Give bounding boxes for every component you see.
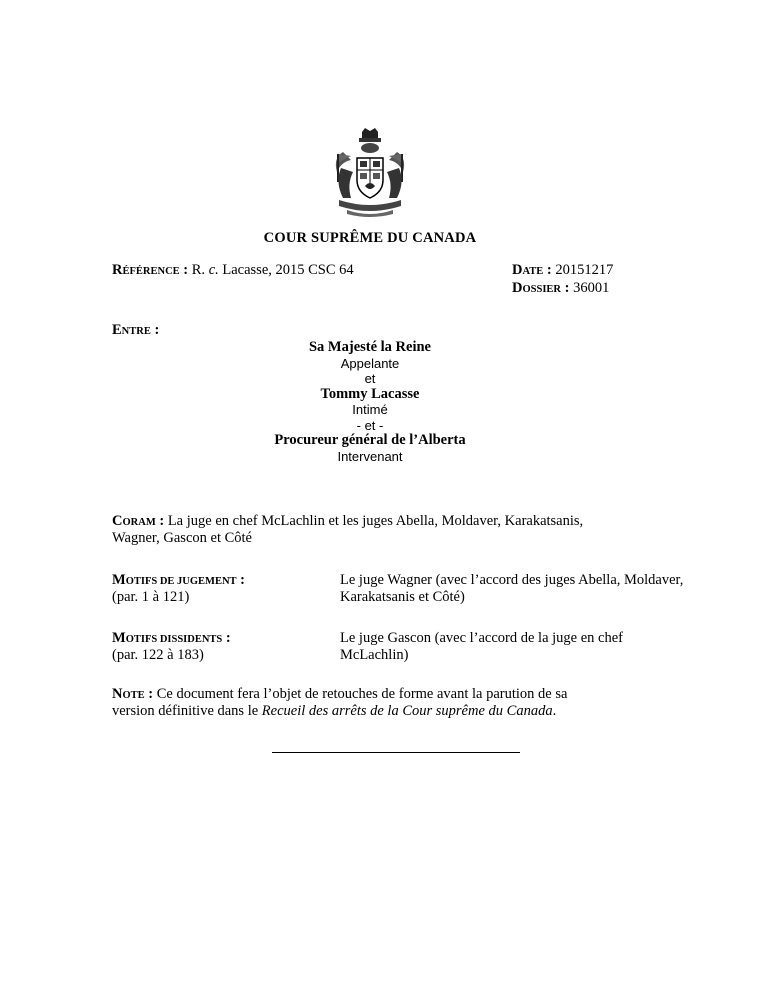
- appellant-role: Appelante: [340, 355, 400, 371]
- reasons-label-suffix: :: [236, 572, 246, 588]
- dissent-label-lead: M: [112, 630, 126, 646]
- coram-line-1: [112, 513, 583, 531]
- coram-label-suffix: :: [155, 513, 165, 529]
- date-label-suffix: :: [543, 262, 552, 278]
- and-separator-2: - et -: [356, 417, 384, 433]
- coram-label-lead: C: [112, 513, 123, 529]
- note-label-suffix: :: [144, 686, 154, 702]
- reference-label-rest: ÉFÉRENCE: [122, 266, 180, 277]
- reasons-label-rest: OTIFS DE JUGEMENT: [125, 576, 237, 587]
- between-label-suffix: :: [150, 322, 160, 338]
- reasons-paras: (par. 1 à 121): [112, 589, 190, 605]
- reasons-text-1: Le juge Wagner (avec l’accord des juges Abella, Moldaver,: [340, 572, 684, 588]
- parties-block: [200, 340, 540, 464]
- reasons-label: [112, 572, 245, 588]
- reference-line: [112, 262, 354, 280]
- recueil-title: Recueil des arrêts de la Cour suprême du Canada: [261, 703, 553, 719]
- dissent-paras: (par. 122 à 183): [112, 647, 204, 663]
- dissent-label: [112, 630, 231, 646]
- note-label-lead: N: [112, 686, 123, 702]
- docket-label: [512, 280, 569, 296]
- respondent-name: Tommy Lacasse: [320, 385, 420, 402]
- court-title: COUR SUPRÊME DU CANADA: [263, 230, 477, 246]
- reference-label: [112, 262, 188, 278]
- docket-line: [512, 280, 609, 298]
- between-label-lead: E: [112, 322, 122, 338]
- note-label-rest: OTE: [122, 690, 145, 701]
- reference-value-prefix: R.: [188, 262, 209, 278]
- appellant-name: Sa Majesté la Reine: [308, 339, 431, 355]
- intervener-role: Intervenant: [337, 448, 403, 464]
- coram-line-2: Wagner, Gascon et Côté: [112, 530, 252, 546]
- and-separator-1: et: [364, 371, 376, 386]
- horizontal-rule: [272, 752, 520, 753]
- reference-value-italic: c.: [208, 262, 219, 278]
- date-label-lead: D: [512, 262, 523, 278]
- reasons-label-lead: M: [112, 572, 126, 588]
- note-line-2: [112, 703, 556, 720]
- dissent-label-line: [112, 630, 231, 648]
- reasons-label-line: [112, 572, 245, 590]
- reasons-text-2: Karakatsanis et Côté): [340, 589, 465, 605]
- date-label: [512, 262, 552, 278]
- coram-label: [112, 513, 164, 529]
- date-label-rest: ATE: [522, 266, 544, 277]
- date-line: [512, 262, 613, 280]
- between-label-rest: NTRE: [121, 326, 151, 337]
- coram-label-rest: ORAM: [122, 517, 156, 528]
- dissent-text-1: Le juge Gascon (avec l’accord de la juge en chef: [340, 630, 623, 646]
- coram-text-1: La juge en chef McLachlin et les juges Abella, Moldaver, Karakatsanis,: [164, 513, 584, 529]
- date-value: 20151217: [551, 262, 614, 278]
- dissent-text-2: McLachlin): [340, 647, 409, 663]
- note-text-2-prefix: version définitive dans le: [112, 703, 262, 719]
- note-text-1: Ce document fera l’objet de retouches de forme avant la parution de sa: [153, 686, 568, 702]
- coat-of-arms-icon: [329, 128, 411, 218]
- docket-label-suffix: :: [561, 280, 570, 296]
- intervener-name: Procureur général de l’Alberta: [274, 432, 466, 448]
- reference-label-lead: R: [112, 262, 123, 278]
- reference-label-suffix: :: [179, 262, 189, 278]
- between-label: [112, 322, 159, 338]
- note-line-1: [112, 686, 567, 704]
- docket-label-lead: D: [512, 280, 523, 296]
- docket-value: 36001: [569, 280, 610, 296]
- respondent-role: Intimé: [352, 402, 388, 417]
- note-label: [112, 686, 153, 702]
- note-text-2-suffix: .: [552, 703, 557, 719]
- between-line: [112, 322, 159, 340]
- reference-value-suffix: Lacasse, 2015 CSC 64: [218, 262, 354, 278]
- dissent-label-suffix: :: [222, 630, 231, 646]
- docket-label-rest: OSSIER: [522, 284, 562, 295]
- dissent-label-rest: OTIFS DISSIDENTS: [125, 634, 223, 645]
